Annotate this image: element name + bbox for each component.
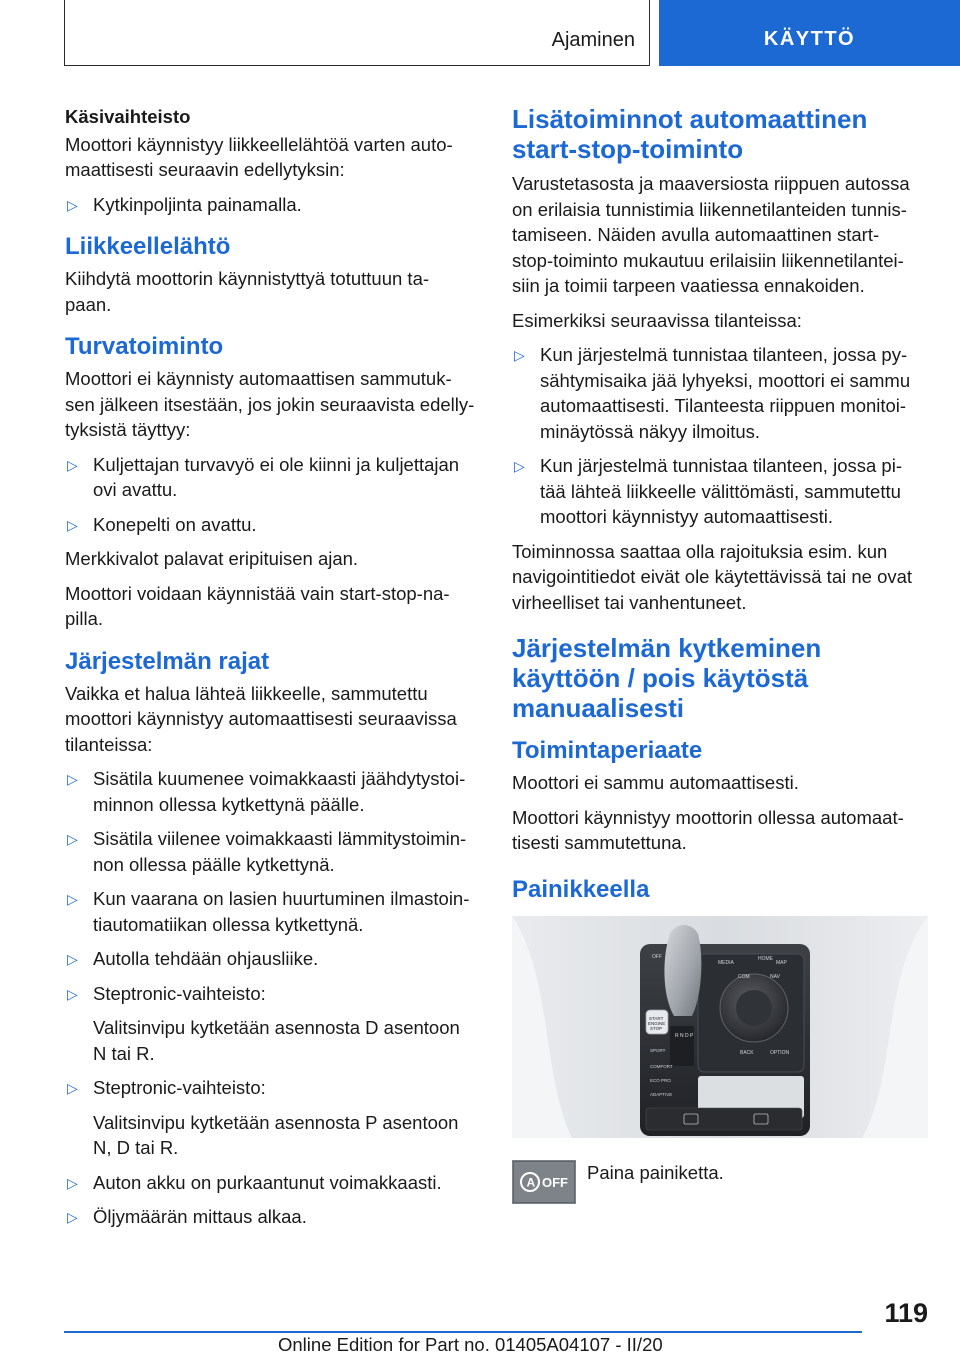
list-item [65,1075,477,1101]
triangle-bullet-icon: ▷ [514,347,525,363]
paragraph: Moottori ei sammu automaattisesti. [512,772,799,793]
paragraph: Toiminnossa saattaa olla rajoituksia esim. kun navigointitiedot eivät ole käytettävissä tai ne ovat virheelliset tai vanhentuneet. [512,540,913,613]
list-item-text: Kun järjestelmä tunnistaa tilanteen, jossa py- sähtymisaika jää lyhyeksi, moottori ei sammu automaattisesti. Tilanteesta riippuen monitoi- minäytössä näkyy ilmoitus. [540,344,911,442]
paragraph: Kiihdytä moottorin käynnistyttyä totuttuun ta- paan. [65,268,430,315]
adaptive-label: ADAPTIVE [650,1091,673,1097]
heading-kasivaihteisto: Käsivaihteisto [65,106,191,127]
chapter-tab[interactable] [659,0,960,66]
engine-label: ENGINE [648,1020,666,1026]
right-column [512,104,930,1204]
list-item-text: Kytkinpoljinta painamalla. [93,193,302,215]
section-title: Ajaminen [551,29,635,51]
list-item-text: Kun järjestelmä tunnistaa tilanteen, jossa pi- tää lähteä liikkeelle välittömästi, sammutettu moottori käynnistyy automaattisesti. [540,455,902,527]
list-item-text: Steptronic-vaihteisto: [93,1077,266,1098]
heading-turvatoiminto: Turvatoiminto [65,333,224,360]
paragraph: Moottori käynnistyy moottorin ollessa automaat- tisesti sammutettuna. [512,806,904,853]
gear-positions: R N D P [675,1032,694,1039]
eco-pro-label: ECO PRO [650,1077,671,1083]
heading-toimintaperiaate: Toimintaperiaate [512,737,703,764]
list-item [65,766,477,817]
paragraph: Merkkivalot palavat eripituisen ajan. [65,548,359,569]
comfort-label: COMFORT [650,1063,673,1069]
list-item-text: Kun vaarana on lasien huurtuminen ilmastoin- tiautomatiikan ollessa kytkettynä. [93,888,470,935]
option-label: OPTION [770,1049,790,1056]
list-item-text: Sisätila kuumenee voimakkaasti jäähdytystoi- minnon ollessa kytkettynä päälle. [93,768,466,815]
heading-kytkeminen: Järjestelmän kytkeminen käyttöön / pois käytöstä manuaalisesti [512,633,822,723]
paragraph: Moottori ei käynnisty automaattisen sammutuk- sen jälkeen itsestään, jos jokin seuraavista edelly- tyksistä täyttyy: [65,368,475,440]
list-item-text: Sisätila viilenee voimakkaasti lämmitystoimin- non ollessa päälle kytkettynä. [93,828,467,875]
list-item [65,452,477,503]
paragraph: Varustetasosta ja maaversiosta riippuen autossa on erilaisia tunnistimia liikennetilanteiden tunnis- tamiseen. Näiden avulla automaattinen start- stop-toiminto mukautuu erilaisiin liikennetilantei- siin ja toimii tarpeen vaatiessa ennakoiden. [512,173,910,296]
list-item-text: Auton akku on purkaantunut voimakkaasti. [93,1171,442,1193]
button-instruction [512,1160,930,1204]
paragraph: Esimerkiksi seuraavissa tilanteissa: [512,309,802,331]
list-item-text: Autolla tehdään ohjausliike. [93,948,319,969]
button-icon-off-label: OFF [542,1174,568,1190]
heading-lisatoiminnot: Lisätoiminnot automaattinen start-stop-toiminto [512,104,868,164]
heading-liikkeellelahto: Liikkeellelähtö [65,233,231,260]
triangle-bullet-icon: ▷ [67,1080,78,1096]
left-column [65,104,477,1239]
off-label: OFF [652,953,662,960]
list-item-text: Steptronic-vaihteisto: [93,982,266,1004]
home-label: HOME [758,955,773,962]
list-item [65,981,477,1007]
footer-edition: Online Edition for Part no. 01405A04107 - II/20 [278,1334,663,1355]
triangle-bullet-icon: ▷ [67,456,78,473]
list-item-text: Kuljettajan turvavyö ei ole kiinni ja kuljettajan ovi avattu. [93,453,460,500]
list-item-detail: Valitsinvipu kytketään asennosta P asentoon N, D tai R. [93,1111,459,1158]
header-bar [64,0,650,66]
triangle-bullet-icon: ▷ [67,771,78,787]
triangle-bullet-icon: ▷ [67,891,78,907]
chapter-tab-label: KÄYTTÖ [763,28,856,50]
list-item [65,1170,477,1196]
map-label: MAP [776,959,787,966]
triangle-bullet-icon: ▷ [67,1209,78,1225]
stop-label: STOP [650,1025,663,1031]
auto-start-stop-off-button-icon[interactable] [512,1160,576,1204]
media-label: MEDIA [718,959,734,966]
list-item-detail: Valitsinvipu kytketään asennosta D asentoon N tai R. [93,1017,460,1064]
start-label: START [649,1015,664,1021]
sport-label: SPORT [650,1047,666,1053]
com-label: COM [738,973,750,980]
list-item-text: Konepelti on avattu. [93,513,257,535]
list-item [512,453,930,530]
instruction-text: Paina painiketta. [587,1161,724,1183]
center-console-photo [512,916,928,1138]
paragraph: Vaikka et halua lähteä liikkeelle, sammutettu moottori käynnistyy automaattisesti seuraavissa tilanteissa: [65,682,457,755]
heading-rajat: Järjestelmän rajat [65,647,270,675]
list-item [65,1204,477,1230]
list-item [65,512,477,538]
footer-divider [64,1331,862,1333]
back-label: BACK [740,1049,754,1056]
nav-label: NAV [770,973,780,980]
list-item [512,342,930,444]
list-item [65,886,477,937]
list-item [65,826,477,877]
triangle-bullet-icon: ▷ [67,196,78,213]
heading-painikkeella: Painikkeella [512,875,650,903]
list-item-text: Öljymäärän mittaus alkaa. [93,1206,307,1227]
list-item [65,946,477,972]
triangle-bullet-icon: ▷ [67,951,78,967]
paragraph: Moottori voidaan käynnistää vain start-stop-na- pilla. [65,582,450,629]
triangle-bullet-icon: ▷ [67,985,78,1002]
triangle-bullet-icon: ▷ [514,458,525,474]
triangle-bullet-icon: ▷ [67,1174,78,1191]
triangle-bullet-icon: ▷ [67,516,78,533]
paragraph: Moottori käynnistyy liikkeellelähtöä varten auto- maattisesti seuraavin edellytyksin: [65,133,453,180]
page-number: 119 [884,1298,928,1328]
triangle-bullet-icon: ▷ [67,831,78,847]
svg-text:A: A [526,1175,536,1189]
list-item [65,192,477,218]
